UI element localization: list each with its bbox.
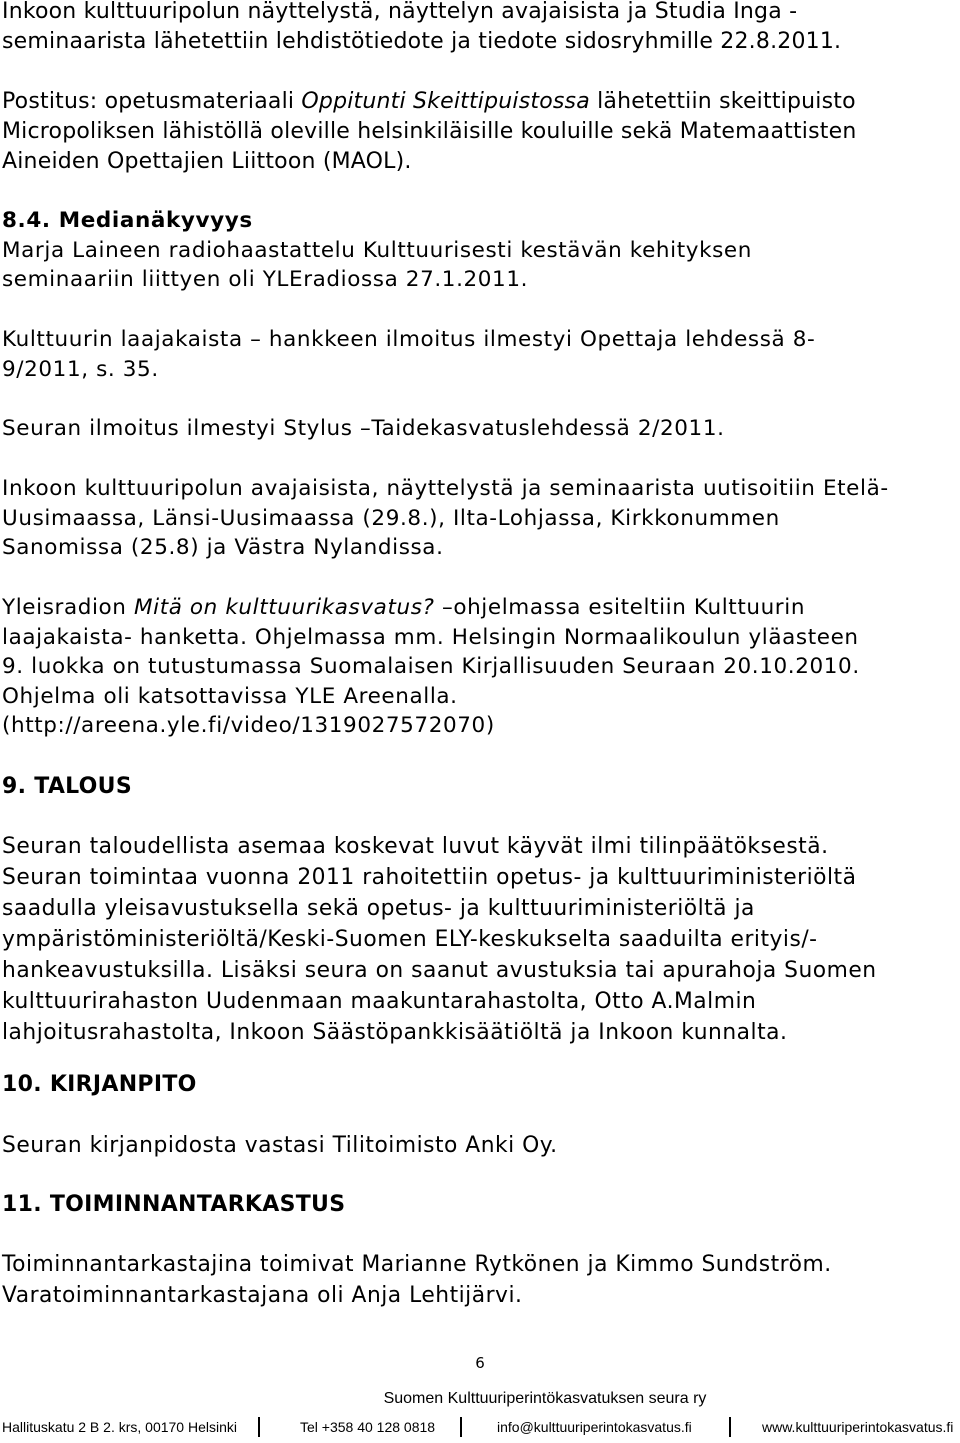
kirjanpito-paragraph [2, 1130, 952, 1161]
text-line: seminaarista lähetettiin lehdistötiedote ja tiedote sidosryhmille 22.8.2011. [2, 29, 842, 54]
page-number [0, 1354, 960, 1372]
section-heading-talous [2, 772, 952, 802]
text-line [2, 87, 952, 117]
text-line: Ohjelma oli katsottavissa YLE Areenalla. [2, 683, 458, 709]
uutisoitiin-paragraph [2, 474, 952, 563]
stylus-paragraph [2, 414, 952, 444]
text-line: seminaariin liittyen oli YLEradiossa 27.1.2011. [2, 267, 529, 292]
toiminnantarkastus-paragraph [2, 1249, 952, 1311]
text-line: Seuran toimintaa vuonna 2011 rahoitettiin opetus- ja kulttuuriministeriöltä [2, 865, 857, 890]
text-line: Varatoiminnantarkastajana oli Anja Lehtijärvi. [2, 1283, 523, 1308]
yle-prefix: Yleisradion [2, 595, 134, 620]
section-heading-kirjanpito [2, 1070, 952, 1100]
heading-text: 11. TOIMINNANTARKASTUS [2, 1192, 346, 1217]
text-line: saadulla yleisavustuksella sekä opetus- ja kulttuuriministeriöltä ja [2, 896, 755, 921]
footer-email[interactable]: info@kulttuuriperintokasvatus.fi [497, 1419, 692, 1435]
text-line: lahjoitusrahastolta, Inkoon Säästöpankkisäätiöltä ja Inkoon kunnalta. [2, 1020, 788, 1045]
footer-divider [460, 1417, 462, 1437]
section-heading: 8.4. Medianäkyvyys [2, 208, 253, 233]
footer-divider [729, 1417, 731, 1437]
postitus-material-title: Oppitunti Skeittipuistossa [301, 89, 590, 114]
text-line: Sanomissa (25.8) ja Västra Nylandissa. [2, 535, 444, 560]
section-heading-toiminnantarkastus [2, 1190, 952, 1220]
text-line: 9. luokka on tutustumassa Suomalaisen Kirjallisuuden Seuraan 20.10.2010. [2, 654, 860, 679]
text-line: Inkoon kulttuuripolun näyttelystä, näyttelyn avajaisista ja Studia Inga - [2, 0, 798, 24]
page-number-text: 6 [475, 1354, 485, 1372]
text-line: Kulttuurin laajakaista – hankkeen ilmoitus ilmestyi Opettaja lehdessä 8- [2, 327, 816, 352]
text-line: hankeavustuksilla. Lisäksi seura on saanut avustuksia tai apurahoja Suomen [2, 958, 877, 983]
footer-phone: Tel +358 40 128 0818 [300, 1419, 436, 1435]
postitus-paragraph [2, 87, 952, 177]
footer-address: Hallituskatu 2 B 2. krs, 00170 Helsinki [2, 1419, 237, 1435]
text-line: Micropoliksen lähistöllä oleville helsinkiläisille kouluille sekä Matemaattisten [2, 119, 857, 144]
text-line: Seuran ilmoitus ilmestyi Stylus –Taidekasvatuslehdessä 2/2011. [2, 416, 725, 441]
text-line: Marja Laineen radiohaastattelu Kulttuurisesti kestävän kehityksen [2, 237, 752, 263]
heading-text: 10. KIRJANPITO [2, 1072, 197, 1097]
intro-paragraph [2, 0, 952, 57]
footer-divider [258, 1417, 260, 1437]
text-line: Toiminnantarkastajina toimivat Marianne Rytkönen ja Kimmo Sundström. [2, 1252, 832, 1277]
heading-text: 9. TALOUS [2, 774, 132, 799]
text-line: Aineiden Opettajien Liittoon (MAOL). [2, 149, 412, 174]
media-section [2, 206, 952, 295]
text-line: Uusimaassa, Länsi-Uusimaassa (29.8.), Ilta-Lohjassa, Kirkkonummen [2, 505, 780, 531]
footer-organization [0, 1390, 960, 1408]
text-line: Inkoon kulttuuripolun avajaisista, näyttelystä ja seminaarista uutisoitiin Etelä- [2, 476, 889, 501]
footer-contact-bar [2, 1417, 954, 1439]
text-line [2, 593, 952, 623]
text-line: 9/2011, s. 35. [2, 356, 159, 382]
yle-program-title: Mitä on kulttuurikasvatus? [133, 595, 435, 620]
laajakaista-paragraph [2, 325, 952, 384]
text-line: Seuran kirjanpidosta vastasi Tilitoimisto Anki Oy. [2, 1133, 558, 1158]
postitus-prefix: Postitus: opetusmateriaali [2, 89, 302, 114]
yle-paragraph [2, 593, 952, 741]
areena-link[interactable]: (http://areena.yle.fi/video/1319027572070) [2, 713, 495, 738]
postitus-suffix: lähetettiin skeittipuisto [589, 89, 856, 114]
text-line: kulttuurirahaston Uudenmaan maakuntarahastolta, Otto A.Malmin [2, 989, 757, 1014]
talous-paragraph [2, 831, 952, 1048]
footer-website[interactable]: www.kulttuuriperintokasvatus.fi [762, 1419, 954, 1435]
text-line: Seuran taloudellista asemaa koskevat luvut käyvät ilmi tilinpäätöksestä. [2, 834, 829, 859]
yle-suffix: –ohjelmassa esiteltiin Kulttuurin [434, 595, 806, 620]
text-line: laajakaista- hanketta. Ohjelmassa mm. Helsingin Normaalikoulun yläasteen [2, 624, 859, 650]
organization-name: Suomen Kulttuuriperintökasvatuksen seura ry [383, 1390, 707, 1407]
text-line: ympäristöministeriöltä/Keski-Suomen ELY-keskukselta saaduilta erityis/- [2, 927, 818, 952]
